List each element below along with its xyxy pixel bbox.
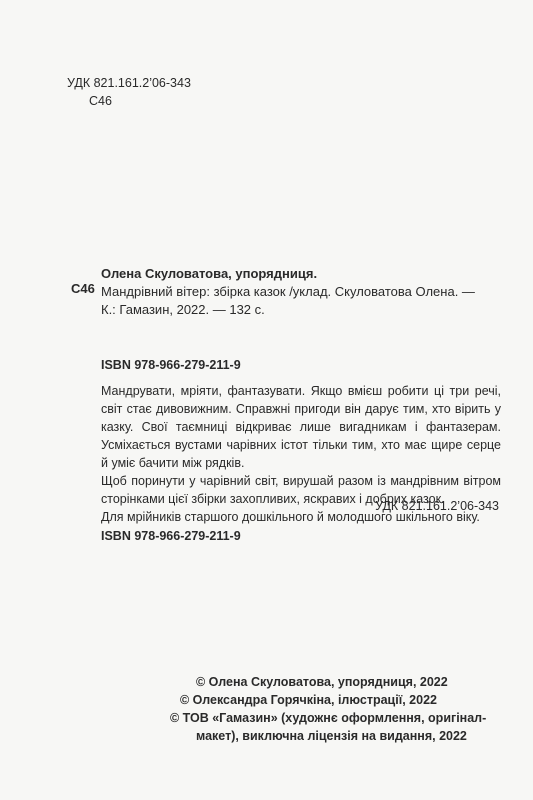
copyright-publisher: © ТОВ «Гамазин» (художнє оформлення, оригінал-	[170, 711, 487, 725]
annotation-paragraph-3: Для мрійників старшого дошкільного й молодшого шкільного віку.	[101, 510, 480, 524]
copyright-block	[170, 673, 500, 745]
author-mark-bibliography: С46	[71, 281, 95, 296]
isbn-top: ISBN 978-966-279-211-9	[101, 358, 241, 372]
isbn-bottom: ISBN 978-966-279-211-9	[101, 529, 241, 543]
copyright-publisher-cont: макет), виключна ліцензія на видання, 2022	[196, 729, 467, 743]
bibliography-line-2: К.: Гамазин, 2022. — 132 с.	[101, 302, 265, 317]
annotation-paragraph-1: Мандрувати, мріяти, фантазувати. Якщо вмієш робити ці три речі, світ стає дивовижним. Справжні пригоди він дарує тим, хто вірить у казку. Свої таємниці відкриває лише вигадникам і фантазерам. Усміхається вустами чарівних істот тільки тим, хто має щире серце й уміє бачити між рядків.	[101, 384, 501, 470]
bibliography-author: Олена Скуловатова, упорядниця.	[101, 266, 318, 281]
udk-code-top: УДК 821.161.2’06-343	[67, 76, 191, 90]
copyright-compiler: © Олена Скуловатова, упорядниця, 2022	[196, 675, 448, 689]
annotation-paragraph-2: Щоб поринути у чарівний світ, вирушай разом із мандрівним вітром сторінками цієї збірки захопливих, яскравих і добрих казок.	[101, 474, 501, 506]
copyright-illustrator: © Олександра Горячкіна, ілюстрації, 2022	[180, 693, 437, 707]
author-mark-top: С46	[89, 94, 112, 108]
bibliographic-record	[101, 265, 475, 319]
udk-code-right: УДК 821.161.2’06-343	[375, 499, 499, 513]
bibliography-line-1: Мандрівний вітер: збірка казок /уклад. Скуловатова Олена. —	[101, 284, 475, 299]
